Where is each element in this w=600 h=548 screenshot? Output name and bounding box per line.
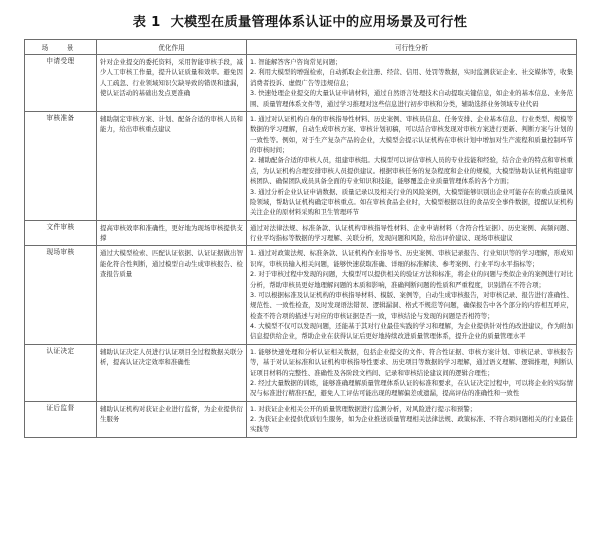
optimization-cell [97,111,247,220]
table-title: 大模型在质量管理体系认证中的应用场景及可行性 [170,15,468,30]
feasibility-cell [247,220,577,246]
optimization-cell [97,401,247,437]
feasibility-item: 2. 经过大量数据的训练，能够准确理解质量管理体系认证的标准和要求，在认证决定过程中，可以将企业的实际情况与标准进行精准匹配，避免人工评估可能出现的理解偏差或遗漏，提高评估的准确性和一致性 [250,378,573,398]
column-header-scene: 场 景 [25,40,97,55]
optimization-cell [97,246,247,344]
feasibility-item: 3. 可以根据标准及认证机构的审核指导材料、模版、案例等，自动生成审核报告，对审核记录、报告进行准确性、规范性、一致性检查，及时发现语法错误、逻辑漏洞、格式不规范等问题，确保报告中各个部分的内容相互呼应，检查不符合项的描述与对应的审核证据是否一致，审核结论与发现的问题是否相符等； [250,290,573,320]
feasibility-item: 2. 辅助配备合适的审核人员，组建审核组。大模型可以评估审核人员的专业技能和经验，结合企业的特点和审核重点，为认证机构合理安排审核人员提供建议。根据审核任务的复杂程度和企业的规模，大模型协助认证机构组建审核团队、确保团队成员具备全面的专业知识和技能，能够覆盖企业质量管理体系的各个方面； [250,156,573,186]
scene-cell: 认证决定 [25,344,97,401]
table-header-row [25,40,577,55]
feasibility-item: 3. 通过分析企业认证申请数据、质量记录以及相关行业的风险案例，大模型能够识别出企业可能存在的重点质量风险领域，帮助认证机构确定审核重点。如在审核食品企业时，大模型根据以往的食品安全事件数据，提醒认证机构关注企业的原材料采购和卫生管理环节 [250,187,573,217]
optimization-text: 提高审核效率和准确性，更好地为现场审核提供支撑 [100,223,243,242]
table-caption [24,0,576,39]
feasibility-item: 通过对法律法规、标准条款、认证机构审核指导性材料、企业申请材料（含符合性证据）、历史案例、高频问题、行业平均指标等数据的学习理解、关联分析，发现问题和风险，给出评价建议、现场审核建议 [250,223,573,242]
feasibility-item: 2. 对于审核过程中发现的问题，大模型可以提供相关的验证方法和标准，将企业的问题与类似企业的案例进行对比分析，帮助审核员更好地理解问题的本质和影响，准确判断问题的性质和严重程度，识别潜在不符合项； [250,270,573,289]
feasibility-cell [247,111,577,220]
feasibility-item: 2. 利用大模型的增强检索，自动抓取企业注册、经营、信用、处罚等数据，实时监测获证企业、社交媒体等，收集消费者投诉、虚假广告等违规信息； [250,68,573,87]
optimization-text: 针对企业提交的委托资料，采用智能审核手段，减少人工审核工作量，提升认证质量和效率。避免因人工疏忽、行业领域知识欠缺导致的错误和遗漏，使认证活动的基础出发点更准确 [100,58,243,98]
feasibility-item: 1. 能够快速处理和分析认证相关数据，包括企业提交的文件、符合性证据、审核方案计划、审核记录、审核报告等，基于对认证标准和认证机构审核指导性要求、历史项目等数据的学习理解，通过语义理解、逻辑推理，判断认证项目材料的完整性、准确性及各阶段文档间、记录和审核结论建议间的逻辑合理性； [250,347,573,377]
feasibility-item: 3. 快速处理企业提交的大量认证申请材料，通过自然语言处理技术自动提取关键信息，如企业的基本信息、业务范围、质量管理体系文件等，通过学习推理对这些信息进行初步审核和分类，辅助选择业务领域专业代码 [250,89,573,108]
table-body [25,55,577,438]
table-row [25,220,577,246]
feasibility-item: 1. 智能解答客户咨询常见问题； [250,58,342,66]
column-header-optimization: 优化作用 [97,40,247,55]
column-header-feasibility: 可行性分析 [247,40,577,55]
feasibility-cell [247,55,577,112]
optimization-text: 通过大模型检索、匹配认证依据、认证证据做出智能化符合性判断，通过模型自动生成审核报告、检查报告质量 [100,249,243,279]
feasibility-item: 1. 通过对政策法规、标准条款、认证机构作业指导书、历史案例、审核记录报告、行业知识等的学习理解，形成知识库，审核员输入相关问题，能够快速获取准确、详细的标准解读、参考案例、行业平均水平指标等； [250,249,573,268]
table-number: 表 1 [132,15,161,30]
table-row [25,111,577,220]
feasibility-item: 2. 为获证企业提供优质衍生服务，如为企业推送质量管理相关法律法规、政策标准、不符合项问题相关的行业最佳实践等 [250,415,573,434]
optimization-text: 辅助制定审核方案、计划、配备合适的审核人员和能力，给出审核重点建议 [100,114,243,134]
feasibility-item: 1. 通过对认证机构自身的审核指导性材料、历史案例、审核员信息、任务安排、企业基本信息、行业类型、规模等数据的学习理解，自动生成审核方案、审核计划初稿，可以结合审核发现对审核方案进行更新、判断方案与计划的一致性等。例如，对于生产复杂产品的企业，大模型会提示认证机构在审核计划中增加对生产流程和质量控制环节的审核时间； [250,114,573,154]
feasibility-cell [247,246,577,344]
feasibility-item: 1. 对获证企业相关公开的质量管理数据进行监测分析，对风险进行提示和预警； [250,404,477,413]
table-row [25,344,577,401]
scene-cell: 证后监督 [25,401,97,437]
scene-cell: 申请受理 [25,55,97,112]
optimization-cell [97,220,247,246]
optimization-text: 辅助认证决定人员进行认证项目全过程数据关联分析，提高认证决定效率和准确性 [100,347,243,367]
application-scenarios-table [24,39,577,438]
scene-cell: 现场审核 [25,246,97,344]
optimization-cell [97,55,247,112]
feasibility-cell [247,344,577,401]
table-header [25,40,577,55]
table-row [25,401,577,437]
feasibility-item: 4. 大模型不仅可以发现问题，还能基于其对行业最佳实践的学习和理解，为企业提供针对性的改进建议，作为附加信息提供给企业，帮助企业在获得认证后更好地持续改进质量管理体系，提升企业的质量管理水平 [250,322,573,341]
feasibility-cell [247,401,577,437]
table-row [25,246,577,344]
optimization-text: 辅助认证机构对获证企业进行监督，为企业提供衍生服务 [100,404,243,423]
optimization-cell [97,344,247,401]
table-row [25,55,577,112]
scene-cell: 文件审核 [25,220,97,246]
scene-cell: 审核准备 [25,111,97,220]
